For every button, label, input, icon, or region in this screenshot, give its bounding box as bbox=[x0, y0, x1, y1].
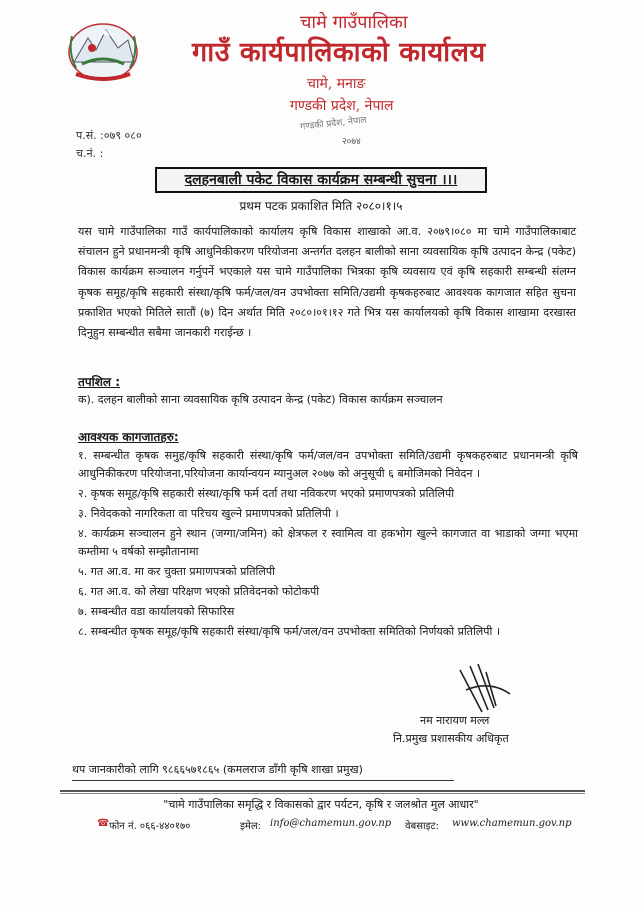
letterhead-stamp-year: २०७४ bbox=[342, 137, 361, 147]
details-heading: तपशिल : bbox=[78, 375, 121, 389]
footer-email[interactable]: info@chamemun.gov.np bbox=[270, 818, 392, 829]
letterhead-province: गण्डकी प्रदेश, नेपाल bbox=[290, 98, 394, 114]
reference-number: प.सं. :०७९ ०८० bbox=[76, 129, 142, 142]
phone-icon: ☎ bbox=[97, 818, 110, 829]
dispatch-number: च.नं. : bbox=[76, 147, 104, 160]
list-item: ४. कार्यक्रम सञ्चालन हुने स्थान (जग्गा/जमिन) को क्षेत्रफल र स्वामित्व वा हकभोग खुल्ने कागजात वा भाडाको जग्गा भएमा कम्तीमा ५ वर्षको सम्झौतानामा bbox=[78, 527, 578, 558]
documents-list bbox=[78, 447, 578, 643]
letterhead-municipality: चामे गाउँपालिका bbox=[300, 12, 408, 33]
nepal-emblem-icon bbox=[62, 14, 144, 86]
list-item: २. कृषक समूह/कृषि सहकारी संस्था/कृषि फर्म दर्ता तथा नविकरण भएको प्रमाणपत्रको प्रतिलिपी bbox=[78, 487, 455, 500]
list-item: ३. निवेदकको नागरिकता वा परिचय खुल्ने प्रमाणपत्रको प्रतिलिपी । bbox=[78, 507, 339, 520]
notice-title: दलहनबाली पकेट विकास कार्यक्रम सम्बन्धी सुचना ।।। bbox=[155, 167, 487, 193]
footer-slogan: "चामे गाउँपालिका समृद्धि र विकासको द्वार पर्यटन, कृषि र जलश्रोत मुल आधार" bbox=[163, 798, 479, 811]
list-item: ७. सम्बन्धीत वडा कार्यालयको सिफारिस bbox=[78, 605, 235, 618]
letterhead-address: चामे, मनाङ bbox=[307, 76, 366, 92]
footer-divider bbox=[60, 790, 585, 792]
notice-body: यस चामे गाउँपालिका गाउँ कार्यपालिकाको कार्यालय कृषि विकास शाखाको आ.व. २०७९।०८० मा चामे गाउँपालिकाबाट संचालन हुने प्रधानमन्त्री कृषि आधुनिकीकरण परियोजना अन्तर्गत दलहन बालीको साना व्यवसायिक कृषि उत्पादन केन्द्र (पकेट) विकास कार्यक्रम सञ्चालन गर्नुपर्ने भएकाले यस चामे गाउँपालिका भित्रका कृषि व्यवसाय एवं कृषि सहकारी सम्बन्धी संलग्न कृषक समूह/कृषि सहकारी संस्था/कृषि फर्म/जल/वन उपभोक्ता समिति/उद्यमी कृषकहरुबाट आवश्यक कागजात सहित सुचना प्रकाशित भएको मितिले सातौं (७) दिन अर्थात मिति २०८०।०१।१२ गते भित्र यस कार्यालयको कृषि विकास शाखामा दरखास्त दिनुहुन सम्बन्धीत सबैमा जानकारी गराईन्छ । bbox=[78, 225, 576, 340]
details-item: क). दलहन बालीको साना व्यवसायिक कृषि उत्पादन केन्द्र (पकेट) विकास कार्यक्रम सञ्चालन bbox=[78, 393, 443, 406]
list-item: १. सम्बन्धीत कृषक समुह/कृषि सहकारी संस्था/कृषि फर्म/जल/वन उपभोक्ता समिति/उद्यमी कृषकहरुबाट प्रधानमन्त्री कृषि आधुनिकीकरण परियोजना,परियोजना कार्यान्वयन म्यानुअल २०७७ को अनुसूची ६ बमोजिमको निवेदन । bbox=[78, 449, 578, 480]
contact-info: थप जानकारीको लागि ९८६६५७१८६५ (कमलराज डाँगी कृषि शाखा प्रमुख) bbox=[72, 763, 363, 776]
list-item: ६. गत आ.व. को लेखा परिक्षण भएको प्रतिवेदनको फोटोकपी bbox=[78, 585, 320, 598]
signatory-name: नम नारायण मल्ल bbox=[420, 714, 490, 727]
footer-website[interactable]: www.chamemun.gov.np bbox=[452, 818, 572, 829]
footer-email-label: इमेल: bbox=[240, 821, 262, 832]
footer-phone: फोन नं. ०६६-४४०१७० bbox=[109, 821, 191, 832]
documents-heading: आवश्यक कागजातहरु: bbox=[78, 430, 179, 444]
notice-subtitle: प्रथम पटक प्रकाशित मिति २०८०।१।५ bbox=[239, 199, 403, 213]
list-item: ५. गत आ.व. मा कर चुक्ता प्रमाणपत्रको प्रतिलिपी bbox=[78, 565, 275, 578]
footer-website-label: वेबसाइट: bbox=[405, 821, 439, 832]
contact-divider bbox=[72, 780, 454, 781]
letterhead-office: गाउँ कार्यपालिकाको कार्यालय bbox=[192, 37, 486, 68]
letterhead-stamp-text: गण्डकी प्रदेश, नेपाल bbox=[299, 115, 368, 133]
list-item: ८. सम्बन्धीत कृषक समूह/कृषि सहकारी संस्था/कृषि फर्म/जल/वन उपभोक्ता समितिको निर्णयको प्रतिलिपी । bbox=[78, 625, 501, 638]
signatory-title: नि.प्रमुख प्रशासकीय अधिकृत bbox=[393, 732, 509, 745]
signature-icon bbox=[430, 660, 530, 720]
footer-divider-thin bbox=[60, 793, 585, 794]
